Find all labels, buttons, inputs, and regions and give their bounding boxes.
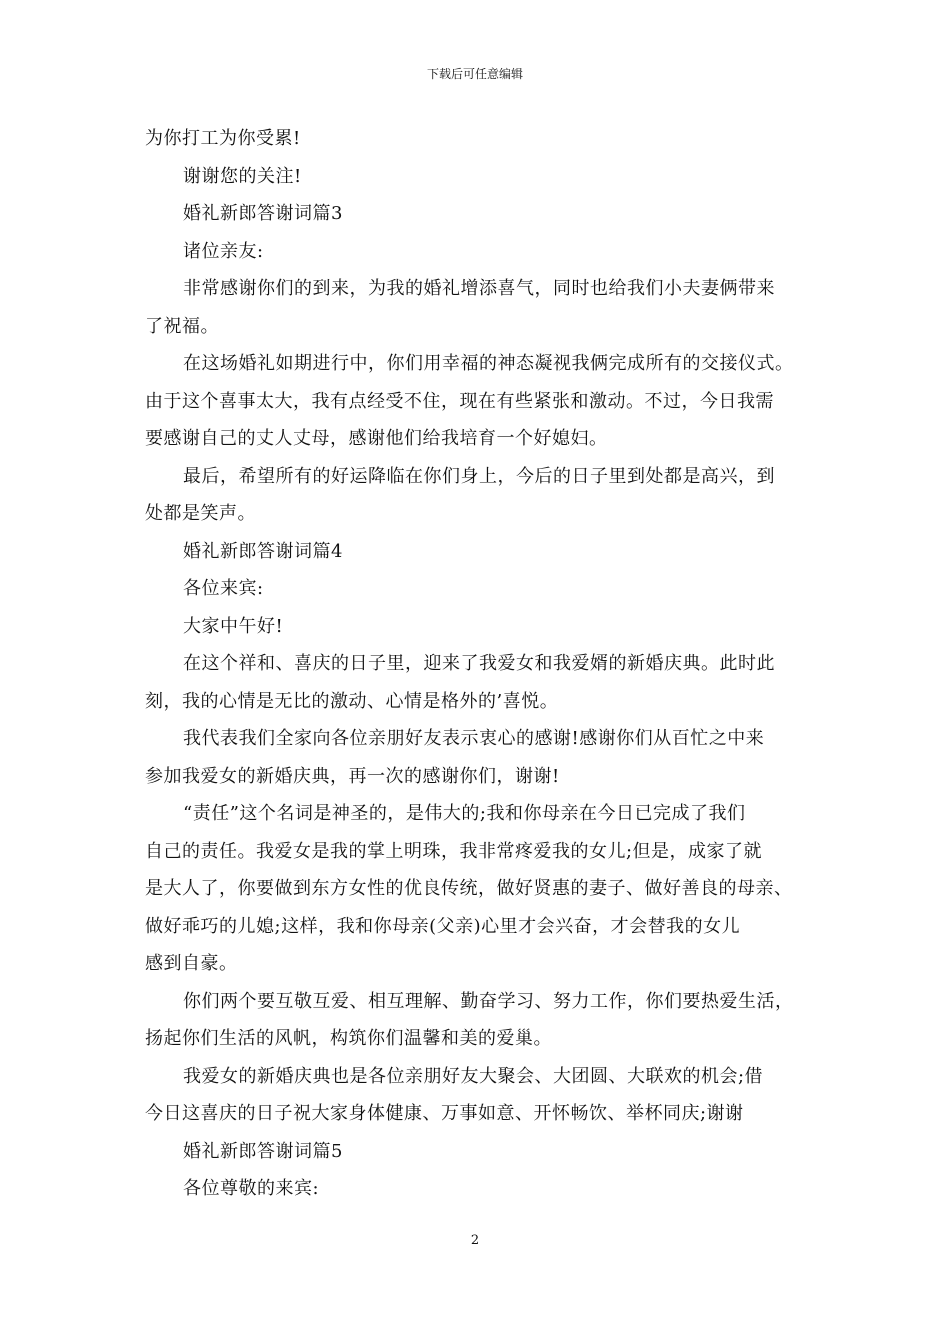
paragraph-line: 在这个祥和、喜庆的日子里，迎来了我爱女和我爱婿的新婚庆典。此时此 — [183, 653, 775, 674]
paragraph-line: 做好乖巧的儿媳;这样，我和你母亲(父亲)心里才会兴奋，才会替我的女儿 — [145, 915, 741, 937]
section-heading: 婚礼新郎答谢词篇4 — [183, 540, 343, 562]
section-heading: 婚礼新郎答谢词篇5 — [183, 1140, 343, 1162]
paragraph-line: 为你打工为你受累! — [145, 128, 301, 149]
salutation: 各位尊敬的来宾: — [183, 1178, 320, 1199]
paragraph-line: 感到自豪。 — [145, 953, 238, 974]
paragraph-line: 谢谢您的关注! — [183, 165, 302, 187]
paragraph-line: 大家中午好! — [183, 615, 284, 637]
section-heading: 婚礼新郎答谢词篇3 — [183, 203, 343, 224]
paragraph-line: 扬起你们生活的风帆，构筑你们温馨和美的爱巢。 — [145, 1028, 552, 1049]
paragraph-line: 自己的责任。我爱女是我的掌上明珠，我非常疼爱我的女儿;但是，成家了就 — [145, 840, 763, 862]
paragraph-line: 今日这喜庆的日子祝大家身体健康、万事如意、开怀畅饮、举杯同庆;谢谢 — [145, 1103, 744, 1124]
page-number: 2 — [470, 1233, 480, 1248]
paragraph-line: 处都是笑声。 — [145, 503, 256, 524]
paragraph-line: 参加我爱女的新婚庆典，再一次的感谢你们，谢谢! — [145, 765, 560, 787]
paragraph-line: 最后，希望所有的好运降临在你们身上，今后的日子里到处都是高兴，到 — [183, 465, 775, 487]
paragraph-line: 我爱女的新婚庆典也是各位亲朋好友大聚会、大团圆、大联欢的机会;借 — [183, 1065, 764, 1087]
paragraph-line: 是大人了，你要做到东方女性的优良传统，做好贤惠的妻子、做好善良的母亲、 — [145, 878, 793, 899]
paragraph-line: 你们两个要互敬互爱、相互理解、勤奋学习、努力工作，你们要热爱生活， — [183, 990, 794, 1012]
paragraph-line: 由于这个喜事太大，我有点经受不住，现在有些紧张和激动。不过，今日我需 — [145, 390, 774, 412]
paragraph-line: 要感谢自己的丈人丈母，感谢他们给我培育一个好媳妇。 — [145, 428, 608, 449]
paragraph-line: 刻，我的心情是无比的激动、心情是格外的’喜悦。 — [145, 690, 559, 712]
paragraph-line: 非常感谢你们的到来，为我的婚礼增添喜气，同时也给我们小夫妻俩带来 — [183, 278, 775, 299]
document-body — [145, 120, 810, 1208]
paragraph-line: 我代表我们全家向各位亲朋好友表示衷心的感谢!感谢你们从百忙之中来 — [183, 728, 765, 749]
salutation: 诸位亲友: — [183, 240, 264, 262]
paragraph-line: 在这场婚礼如期进行中，你们用幸福的神态凝视我俩完成所有的交接仪式。 — [183, 353, 794, 374]
page-header: 下载后可任意编辑 — [426, 67, 523, 81]
paragraph-line: “责任”这个名词是神圣的，是伟大的;我和你母亲在今日已完成了我们 — [183, 803, 746, 824]
paragraph-line: 了祝福。 — [145, 315, 219, 337]
salutation: 各位来宾: — [183, 578, 264, 599]
